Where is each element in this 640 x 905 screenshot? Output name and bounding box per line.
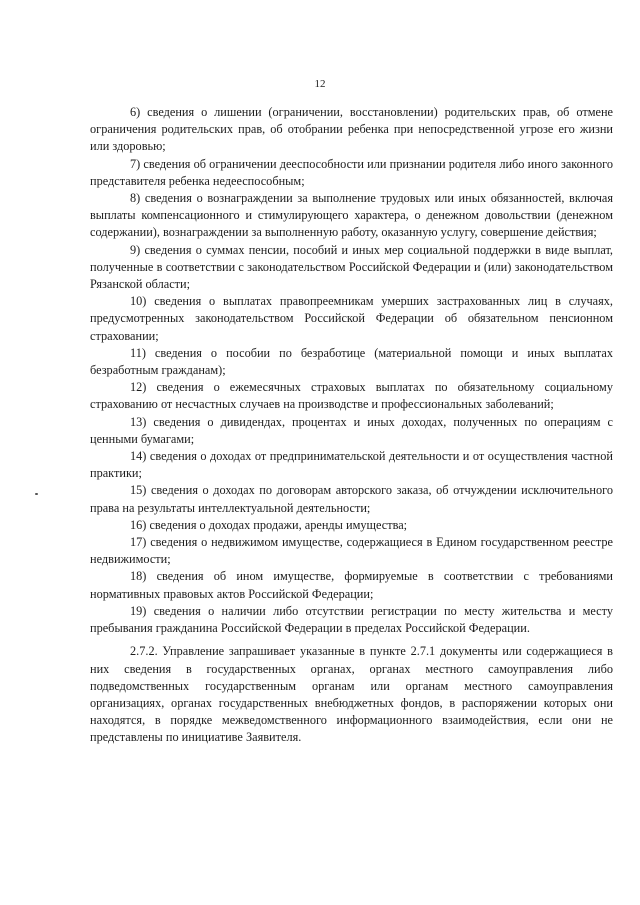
- list-item-8: 8) сведения о вознаграждении за выполнение трудовых или иных обязанностей, включая выплаты компенсационного и стимулирующего характера, о денежном довольствии (денежном содержании), вознаграждении за выполненную работу, оказанную услугу, совершение действия;: [90, 191, 613, 240]
- list-item-10: 10) сведения о выплатах правопреемникам умерших застрахованных лиц в случаях, предусмотренных законодательством Российской Федерации об обязательном пенсионном страховании;: [90, 294, 613, 343]
- list-item-16: 16) сведения о доходах продажи, аренды имущества;: [130, 517, 408, 532]
- list-item-13: 13) сведения о дивидендах, процентах и иных доходах, полученных по операциям с ценными бумагами;: [90, 414, 613, 446]
- list-item-14: 14) сведения о доходах от предпринимательской деятельности и от осуществления частной практики;: [90, 449, 613, 481]
- document-body: [90, 104, 613, 747]
- list-item-6: 6) сведения о лишении (ограничении, восстановлении) родительских прав, об отмене ограничения родительских прав, об отобрании ребенка при непосредственной угрозе его жизни или здоровью;: [90, 105, 613, 154]
- page-number: 12: [314, 78, 326, 90]
- list-item-12: 12) сведения о ежемесячных страховых выплатах по обязательному социальному страхованию от несчастных случаев на производстве и профессиональных заболеваний;: [90, 380, 613, 412]
- list-item-7: 7) сведения об ограничении дееспособности или признании родителя либо иного законного представителя ребенка недееспособным;: [90, 156, 613, 188]
- list-item-19: 19) сведения о наличии либо отсутствии регистрации по месту жительства и месту пребывания гражданина Российской Федерации в пределах Российской Федерации.: [90, 603, 613, 636]
- scan-speck: [35, 493, 38, 495]
- section-2-7-2-paragraph: 2.7.2. Управление запрашивает указанные в пункте 2.7.1 документы или содержащиеся в них сведения в государственных органах, органах местного самоуправления либо подведомственных государственным органам или органам местного самоуправления организациях, органах государственных внебюджетных фондов, в распоряжении которых они находятся, в порядке межведомственного информационного взаимодействия, если они не представлены по инициативе Заявителя.: [90, 644, 613, 745]
- list-item-15: 15) сведения о доходах по договорам авторского заказа, об отчуждении исключительного права на результаты интеллектуальной деятельности;: [90, 483, 613, 515]
- list-item-17: 17) сведения о недвижимом имуществе, содержащиеся в Едином государственном реестре недвижимости;: [90, 535, 613, 567]
- list-item-18: 18) сведения об ином имуществе, формируемые в соответствии с требованиями нормативных правовых актов Российской Федерации;: [90, 569, 613, 601]
- list-item-9: 9) сведения о суммах пенсии, пособий и иных мер социальной поддержки в виде выплат, полученные в соответствии с законодательством Российской Федерации и (или) законодательством Рязанской области;: [90, 242, 613, 292]
- list-item-11: 11) сведения о пособии по безработице (материальной помощи и иных выплатах безработным гражданам);: [90, 345, 613, 378]
